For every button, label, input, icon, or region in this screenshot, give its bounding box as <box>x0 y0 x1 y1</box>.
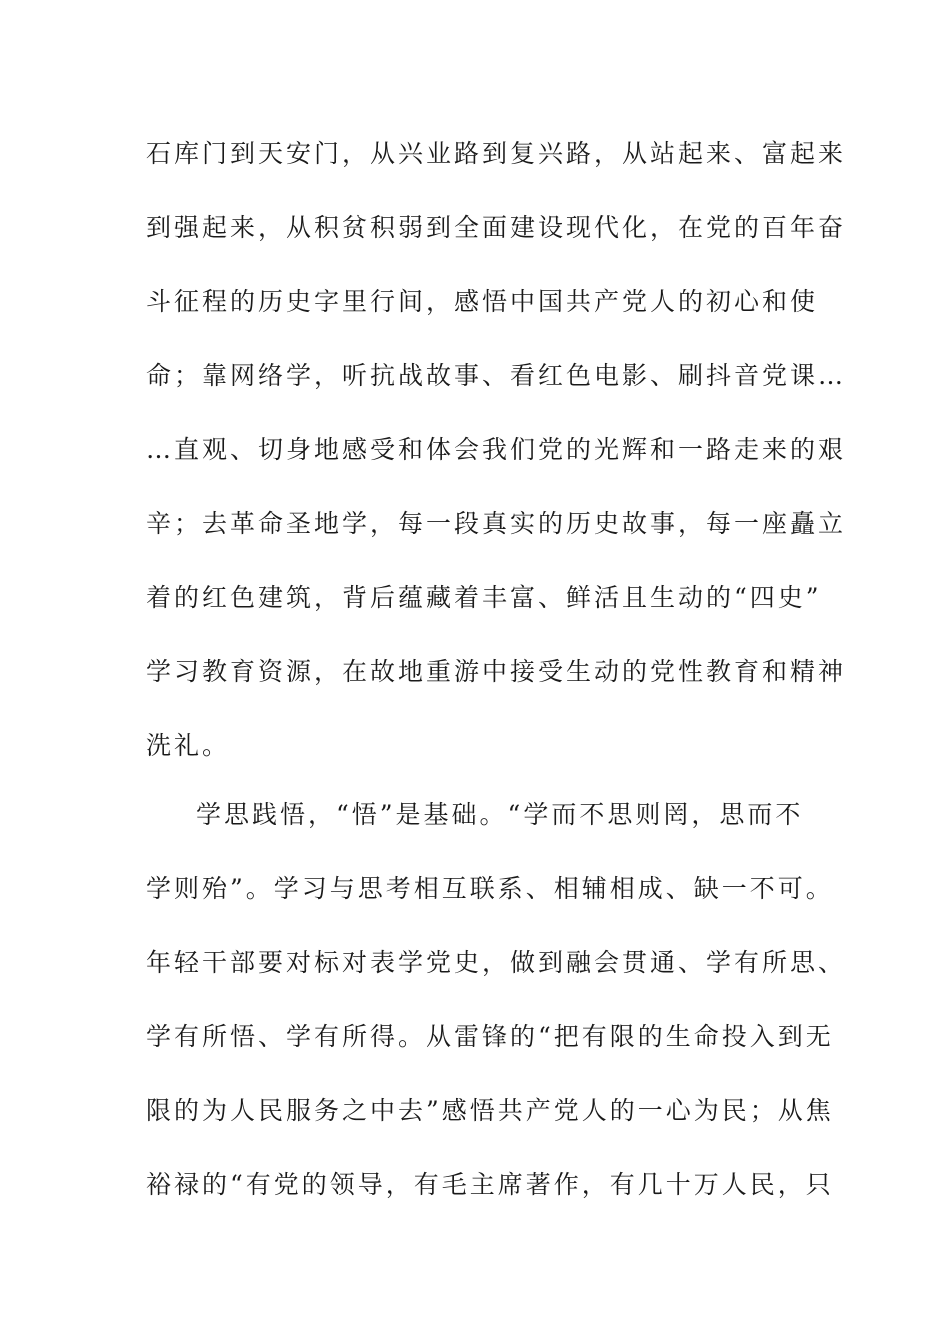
text-line: 辛；去革命圣地学，每一段真实的历史故事，每一座矗立 <box>146 509 847 538</box>
text-line: 到强起来，从积贫积弱到全面建设现代化，在党的百年奋 <box>146 213 847 242</box>
text-line: 着的红色建筑，背后蕴藏着丰富、鲜活且生动的“四史” <box>146 583 822 612</box>
text-line: 学则殆”。学习与思考相互联系、相辅相成、缺一不可。 <box>146 874 834 903</box>
text-line: 限的为人民服务之中去”感悟共产党人的一心为民；从焦 <box>146 1096 834 1125</box>
paragraph-first-line: 学思践悟，“悟”是基础。“学而不思则罔，思而不 <box>196 800 804 829</box>
text-line: 裕禄的“有党的领导，有毛主席著作，有几十万人民，只 <box>146 1170 834 1199</box>
text-line: 学有所悟、学有所得。从雷锋的“把有限的生命投入到无 <box>146 1022 834 1051</box>
text-line: 石库门到天安门，从兴业路到复兴路，从站起来、富起来 <box>146 139 847 168</box>
text-line: …直观、切身地感受和体会我们党的光辉和一路走来的艰 <box>146 435 847 464</box>
text-line: 学习教育资源，在故地重游中接受生动的党性教育和精神 <box>146 657 847 686</box>
text-line: 命；靠网络学，听抗战故事、看红色电影、刷抖音党课… <box>146 361 847 390</box>
text-line: 斗征程的历史字里行间，感悟中国共产党人的初心和使 <box>146 287 819 316</box>
text-line: 洗礼。 <box>146 731 231 760</box>
text-line: 年轻干部要对标对表学党史，做到融会贯通、学有所思、 <box>146 948 847 977</box>
